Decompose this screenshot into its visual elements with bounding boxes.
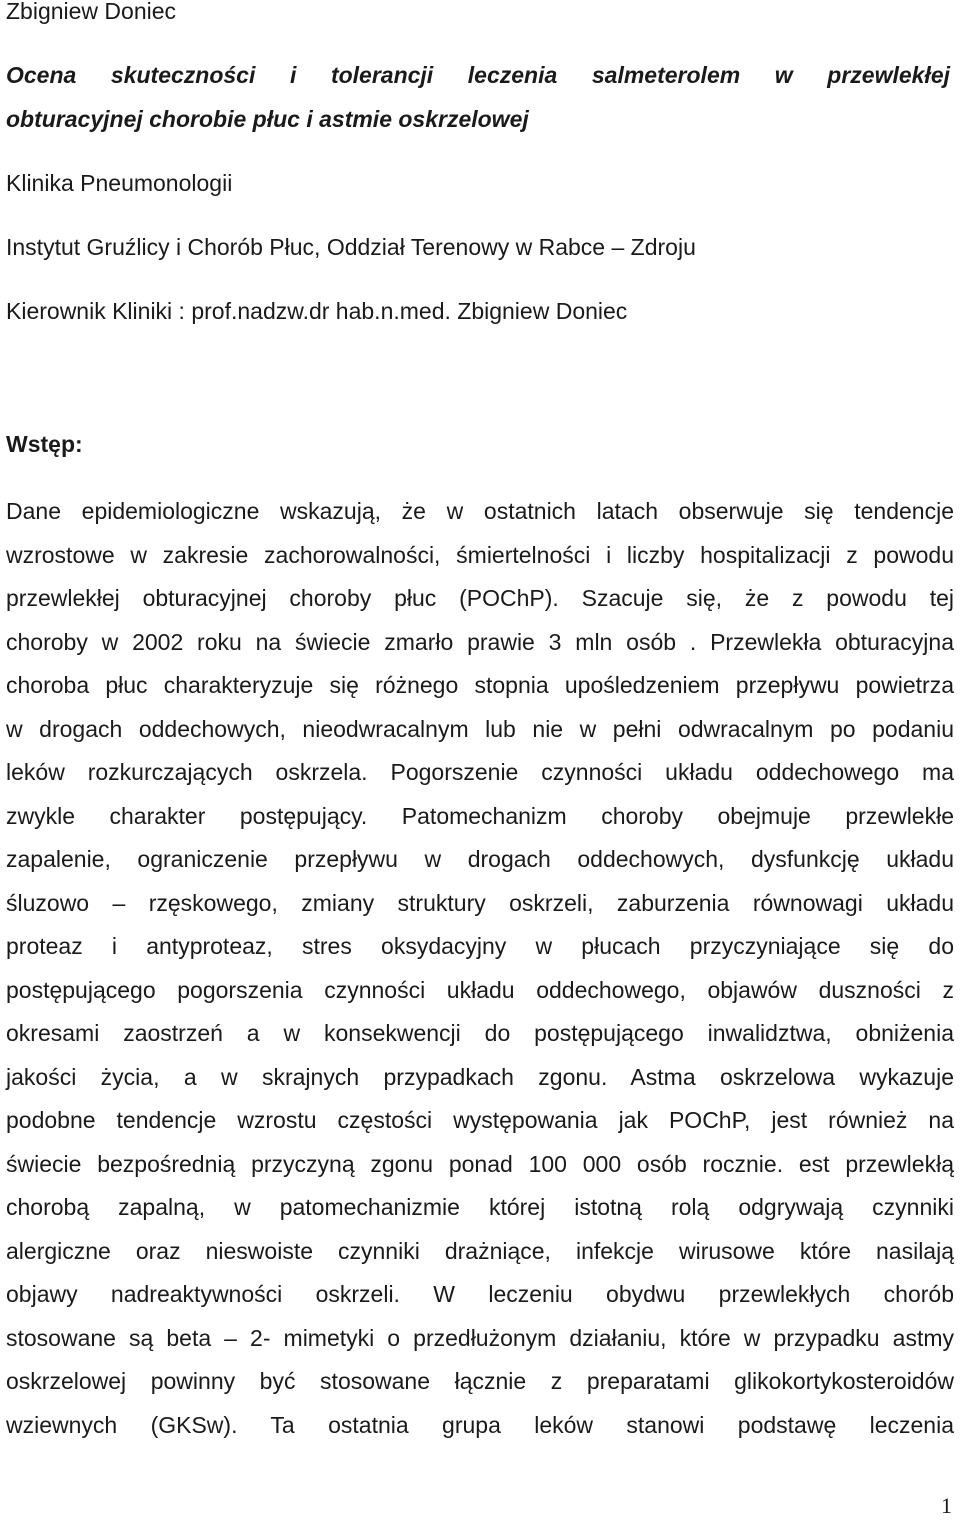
affiliation-clinic: Klinika Pneumonologii: [6, 170, 233, 196]
body-line: choroby w 2002 roku na świecie zmarło prawie 3 mln osób . Przewlekła obturacyjna: [6, 628, 954, 655]
body-line: chorobą zapalną, w patomechanizmie której istotną rolą odgrywają czynniki: [6, 1194, 954, 1220]
document-title-line-2: obturacyjnej chorobie płuc i astmie oskrzelowej: [6, 106, 529, 132]
body-line: wziewnych (GKSw). Ta ostatnia grupa leków stanowi podstawę leczenia: [6, 1411, 954, 1438]
body-line: objawy nadreaktywności oskrzeli. W leczeniu obydwu przewlekłych chorób: [6, 1281, 954, 1307]
affiliation-institute: Instytut Gruźlicy i Chorób Płuc, Oddział Terenowy w Rabce – Zdroju: [6, 234, 696, 260]
body-line: okresami zaostrzeń a w konsekwencji do postępującego inwalidztwa, obniżenia: [6, 1020, 954, 1046]
body-text: [6, 490, 954, 1447]
affiliation-head: Kierownik Kliniki : prof.nadzw.dr hab.n.med. Zbigniew Doniec: [6, 298, 628, 324]
body-line: alergiczne oraz nieswoiste czynniki drażniące, infekcje wirusowe które nasilają: [6, 1237, 954, 1264]
body-line: postępującego pogorszenia czynności układu oddechowego, objawów duszności z: [6, 976, 954, 1003]
body-line: oskrzelowej powinny być stosowane łącznie z preparatami glikokortykosteroidów: [6, 1368, 954, 1394]
body-line: świecie bezpośrednią przyczyną zgonu ponad 100 000 osób rocznie. est przewlekłą: [6, 1150, 954, 1177]
author-name: Zbigniew Doniec: [6, 0, 177, 24]
section-heading: Wstęp:: [6, 431, 83, 457]
document-title-line-1: Ocena skuteczności i tolerancji leczenia salmeterolem w przewlekłej: [6, 62, 950, 88]
body-line: przewlekłej obturacyjnej choroby płuc (POChP). Szacuje się, że z powodu tej: [6, 585, 954, 611]
body-line: proteaz i antyproteaz, stres oksydacyjny w płucach przyczyniające się do: [6, 933, 954, 959]
body-line: zwykle charakter postępujący. Patomechanizm choroby obejmuje przewlekłe: [6, 802, 954, 829]
body-line: podobne tendencje wzrostu częstości występowania jak POChP, jest również na: [6, 1107, 954, 1133]
body-line: w drogach oddechowych, nieodwracalnym lub nie w pełni odwracalnym po podaniu: [6, 715, 954, 742]
body-line: Dane epidemiologiczne wskazują, że w ostatnich latach obserwuje się tendencje: [6, 498, 954, 524]
body-line: jakości życia, a w skrajnych przypadkach zgonu. Astma oskrzelowa wykazuje: [6, 1063, 954, 1090]
body-line: wzrostowe w zakresie zachorowalności, śmiertelności i liczby hospitalizacji z powodu: [6, 541, 954, 568]
body-line: stosowane są beta – 2- mimetyki o przedłużonym działaniu, które w przypadku astmy: [6, 1324, 954, 1351]
body-line: zapalenie, ograniczenie przepływu w drogach oddechowych, dysfunkcję układu: [6, 846, 954, 872]
body-line: choroba płuc charakteryzuje się różnego stopnia upośledzeniem przepływu powietrza: [6, 672, 954, 698]
body-line: leków rozkurczających oskrzela. Pogorszenie czynności układu oddechowego ma: [6, 759, 954, 785]
body-line: śluzowo – rzęskowego, zmiany struktury oskrzeli, zaburzenia równowagi układu: [6, 889, 954, 916]
page-number: 1: [941, 1493, 952, 1518]
